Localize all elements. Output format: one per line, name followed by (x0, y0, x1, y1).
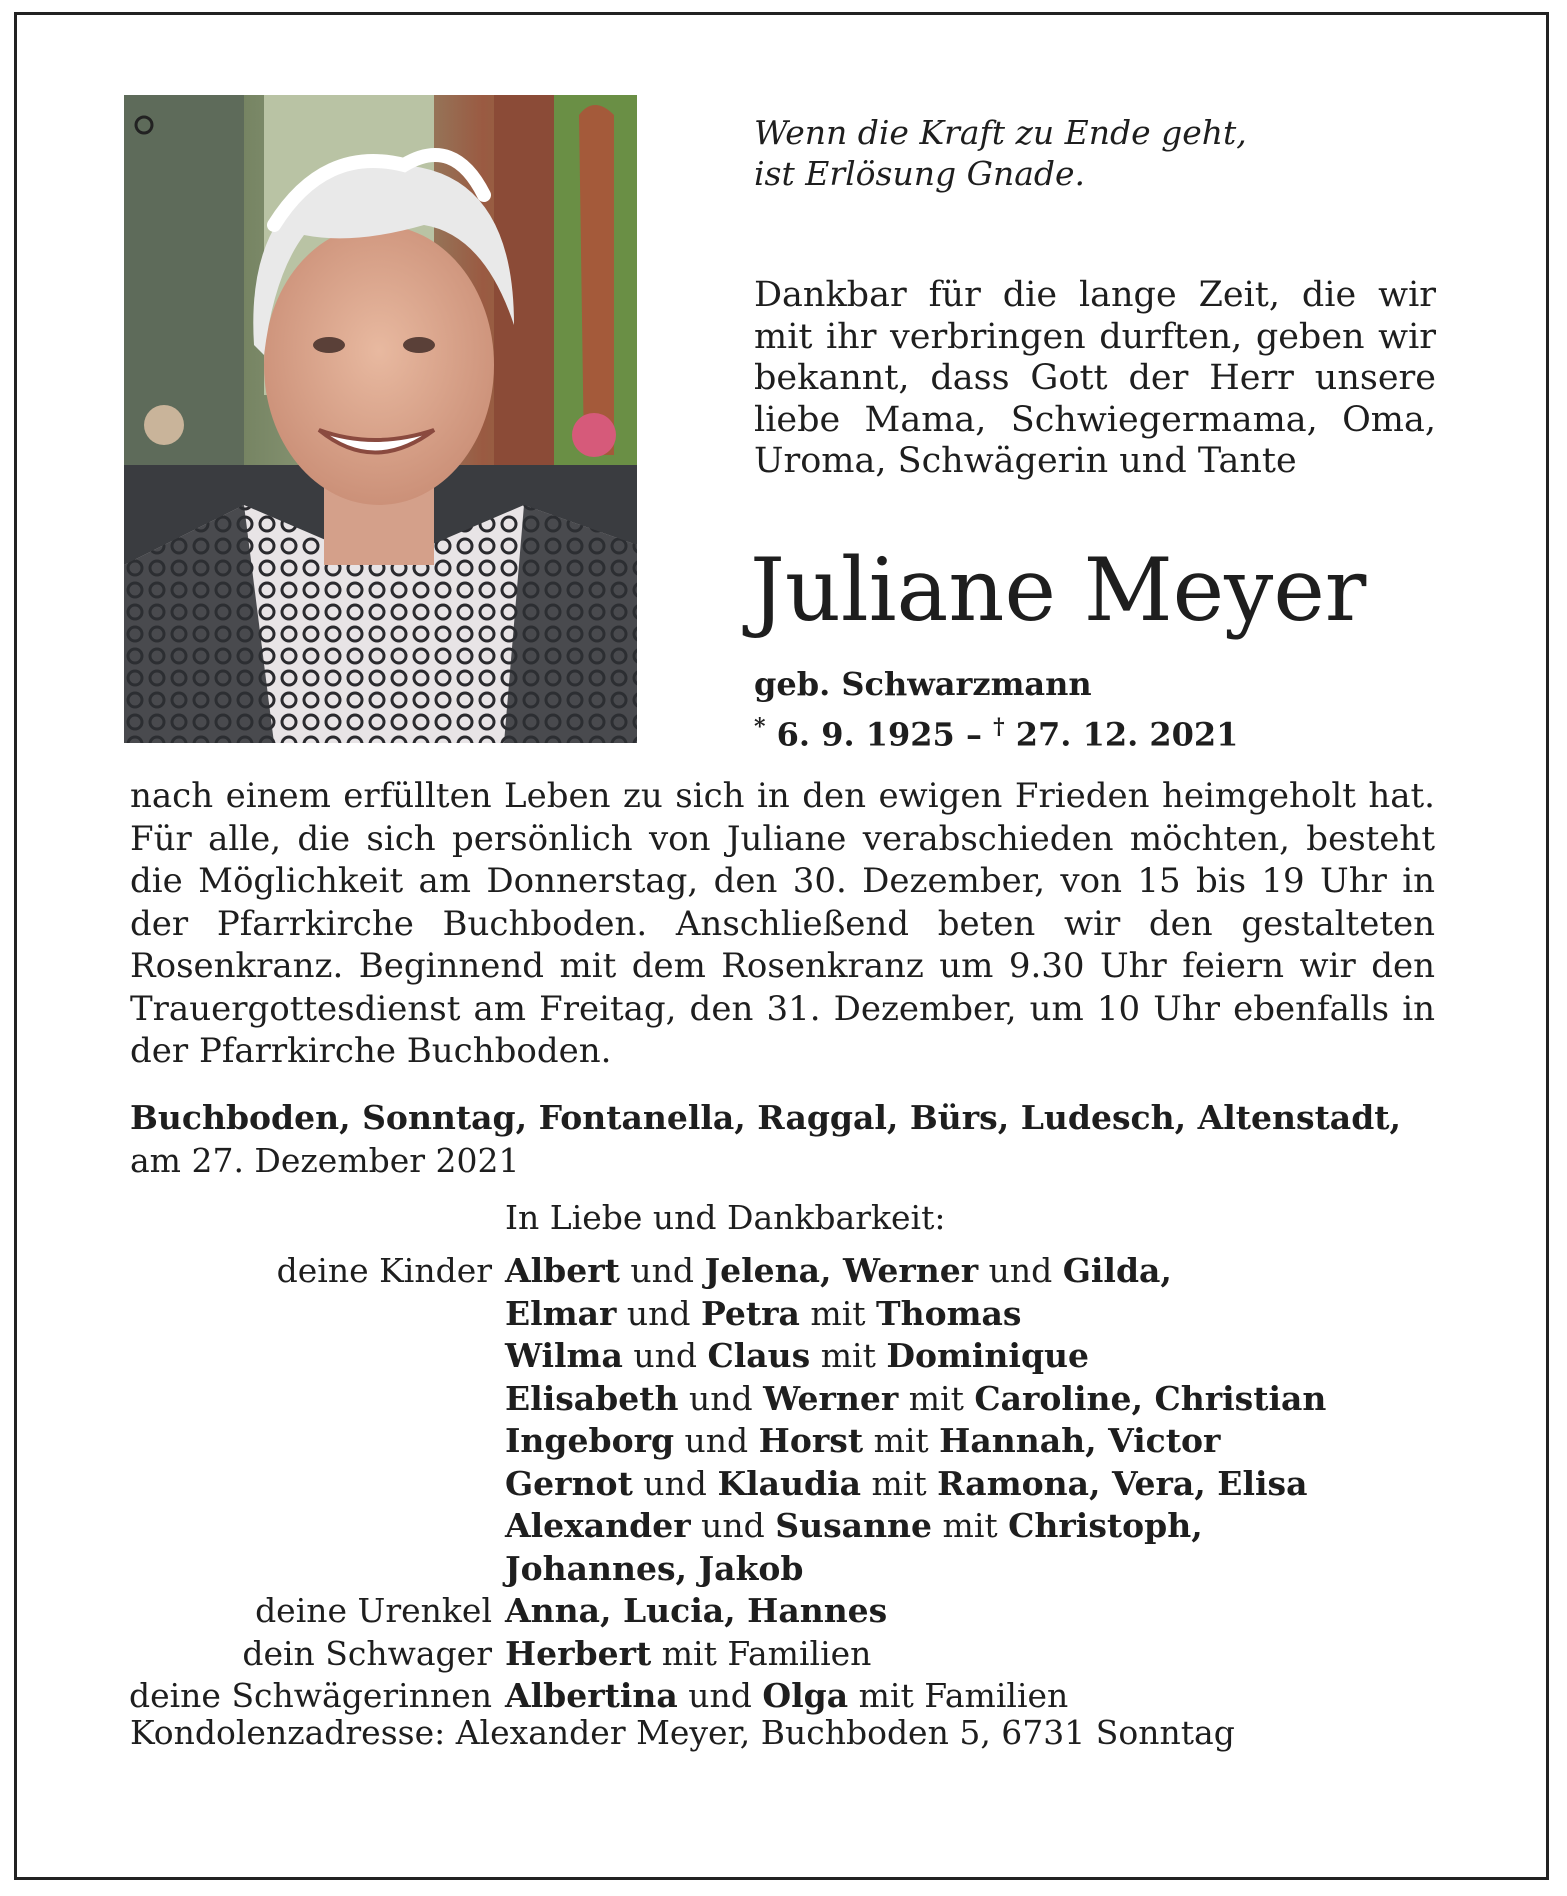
mourner-names (505, 1293, 1021, 1336)
birth-date: 6. 9. 1925 (765, 715, 955, 754)
mourner-name: Johannes, Jakob (505, 1548, 804, 1588)
mourner-names (505, 1420, 1220, 1463)
mourner-row (0, 1420, 1567, 1463)
notice-date: am 27. Dezember 2021 (130, 1141, 520, 1180)
mourner-connector: mit (932, 1506, 1009, 1545)
mourner-name: Wilma (505, 1336, 623, 1375)
life-dates (754, 707, 1238, 755)
mourner-row (0, 1548, 1567, 1591)
mourner-connector: mit Familien (651, 1633, 872, 1673)
mourner-names (505, 1633, 871, 1676)
mourner-names (505, 1505, 1203, 1548)
mourner-name: Christoph, (1008, 1506, 1203, 1545)
mourner-row (0, 1463, 1567, 1506)
motto-line-2: ist Erlösung Gnade. (754, 154, 1086, 193)
mourner-connector: und (632, 1463, 718, 1503)
mourner-relation-label: deine Schwägerinnen (128, 1676, 492, 1715)
mourner-connector: und (678, 1378, 764, 1418)
mourner-name: Ingeborg (505, 1421, 675, 1460)
maiden-name: geb. Schwarzmann (754, 665, 1092, 703)
mourner-names (505, 1378, 1326, 1421)
mourner-name: Hannah, Victor (939, 1421, 1221, 1460)
mourner-name: Gilda, (1062, 1251, 1172, 1290)
mourner-relation-label: deine Urenkel (255, 1591, 492, 1630)
death-symbol: † (993, 714, 1005, 740)
mourner-relation-label: deine Kinder (276, 1251, 492, 1290)
mourner-connector: und (978, 1251, 1063, 1290)
mourner-name: Claus (707, 1336, 811, 1375)
mourner-row (0, 1633, 1567, 1676)
mourner-row (0, 1378, 1567, 1421)
mourner-name: Olga (762, 1676, 849, 1715)
mourner-name: Alexander (505, 1506, 691, 1545)
mourner-names (505, 1548, 803, 1591)
mourner-row (0, 1505, 1567, 1548)
mourner-names (505, 1463, 1307, 1506)
funeral-details: nach einem erfüllten Leben zu sich in den ewigen Frieden heimgeholt hat. Für alle, die sich persönlich von Juliane verabschieden möchten, besteht die Möglichkeit am Donnerstag, den 30. Dezember, von 15 bis 19 Uhr in der Pfarrkirche Buchboden. Anschließend beten wir den gestalteten Rosenkranz. Beginnend mit dem Rosenkranz um 9.30 Uhr feiern wir den Trauergottesdienst am Freitag, den 31. Dezember, um 10 Uhr ebenfalls in der Pfarrkirche Buchboden. (130, 776, 1435, 1071)
mourner-name: Ramona, Vera, Elisa (937, 1463, 1308, 1503)
mourner-name: Herbert (505, 1633, 652, 1673)
mourner-name: Anna, Lucia, Hannes (505, 1591, 888, 1630)
mourner-name: Susanne (775, 1506, 933, 1545)
mourner-names (505, 1335, 1089, 1378)
motto-quote (754, 112, 1454, 194)
mourner-name: Werner (763, 1378, 899, 1418)
portrait-photo (124, 95, 637, 743)
mourner-row (0, 1250, 1567, 1293)
mourner-names (505, 1250, 1172, 1293)
mourner-connector: mit (863, 1421, 940, 1460)
mourners-list (0, 1250, 1567, 1718)
deceased-name: Juliane Meyer (750, 539, 1367, 641)
mourner-name: Jelena, Werner (704, 1251, 979, 1290)
mourner-connector: mit Familien (848, 1676, 1069, 1715)
mourner-name: Elmar (505, 1293, 617, 1333)
mourner-connector: und (677, 1676, 763, 1715)
mourner-name: Albertina (505, 1676, 678, 1715)
date-separator: – (954, 715, 994, 754)
mourner-connector: und (616, 1293, 701, 1333)
mourner-name: Thomas (876, 1293, 1022, 1333)
mourner-connector: und (622, 1336, 708, 1375)
intro-paragraph: Dankbar für die lange Zeit, die wir mit ihr verbringen durften, geben wir bekannt, dass Gott der Herr unsere liebe Mama, Schwiegermama, Oma, Uroma, Schwägerin und Tante (754, 275, 1436, 481)
mourner-names (505, 1590, 887, 1633)
birth-symbol: * (754, 714, 766, 740)
mourner-connector: mit (861, 1463, 938, 1503)
mourner-name: Caroline, Christian (974, 1378, 1327, 1418)
mourner-row (0, 1590, 1567, 1633)
mourner-name: Horst (758, 1421, 864, 1460)
mourner-connector: mit (898, 1378, 975, 1418)
mourner-connector: und (690, 1506, 776, 1545)
mourner-name: Klaudia (717, 1463, 862, 1503)
mourner-name: Dominique (886, 1336, 1090, 1375)
mourner-name: Albert (505, 1251, 620, 1290)
mourner-name: Gernot (505, 1463, 633, 1503)
mourner-name: Elisabeth (505, 1378, 679, 1418)
mourner-row (0, 1335, 1567, 1378)
motto-line-1: Wenn die Kraft zu Ende geht, (754, 113, 1247, 152)
mourner-name: Petra (701, 1293, 800, 1333)
mourner-connector: und (674, 1421, 759, 1460)
condolence-address: Kondolenzadresse: Alexander Meyer, Buchboden 5, 6731 Sonntag (130, 1713, 1235, 1752)
closing-greeting: In Liebe und Dankbarkeit: (505, 1198, 946, 1237)
places-line: Buchboden, Sonntag, Fontanella, Raggal, Bürs, Ludesch, Altenstadt, (130, 1098, 1401, 1137)
mourner-connector: und (619, 1251, 705, 1290)
mourner-connector: mit (799, 1293, 877, 1333)
mourner-row (0, 1293, 1567, 1336)
mourner-connector: mit (810, 1336, 887, 1375)
death-date: 27. 12. 2021 (1004, 715, 1239, 754)
mourner-relation-label: dein Schwager (242, 1633, 492, 1673)
